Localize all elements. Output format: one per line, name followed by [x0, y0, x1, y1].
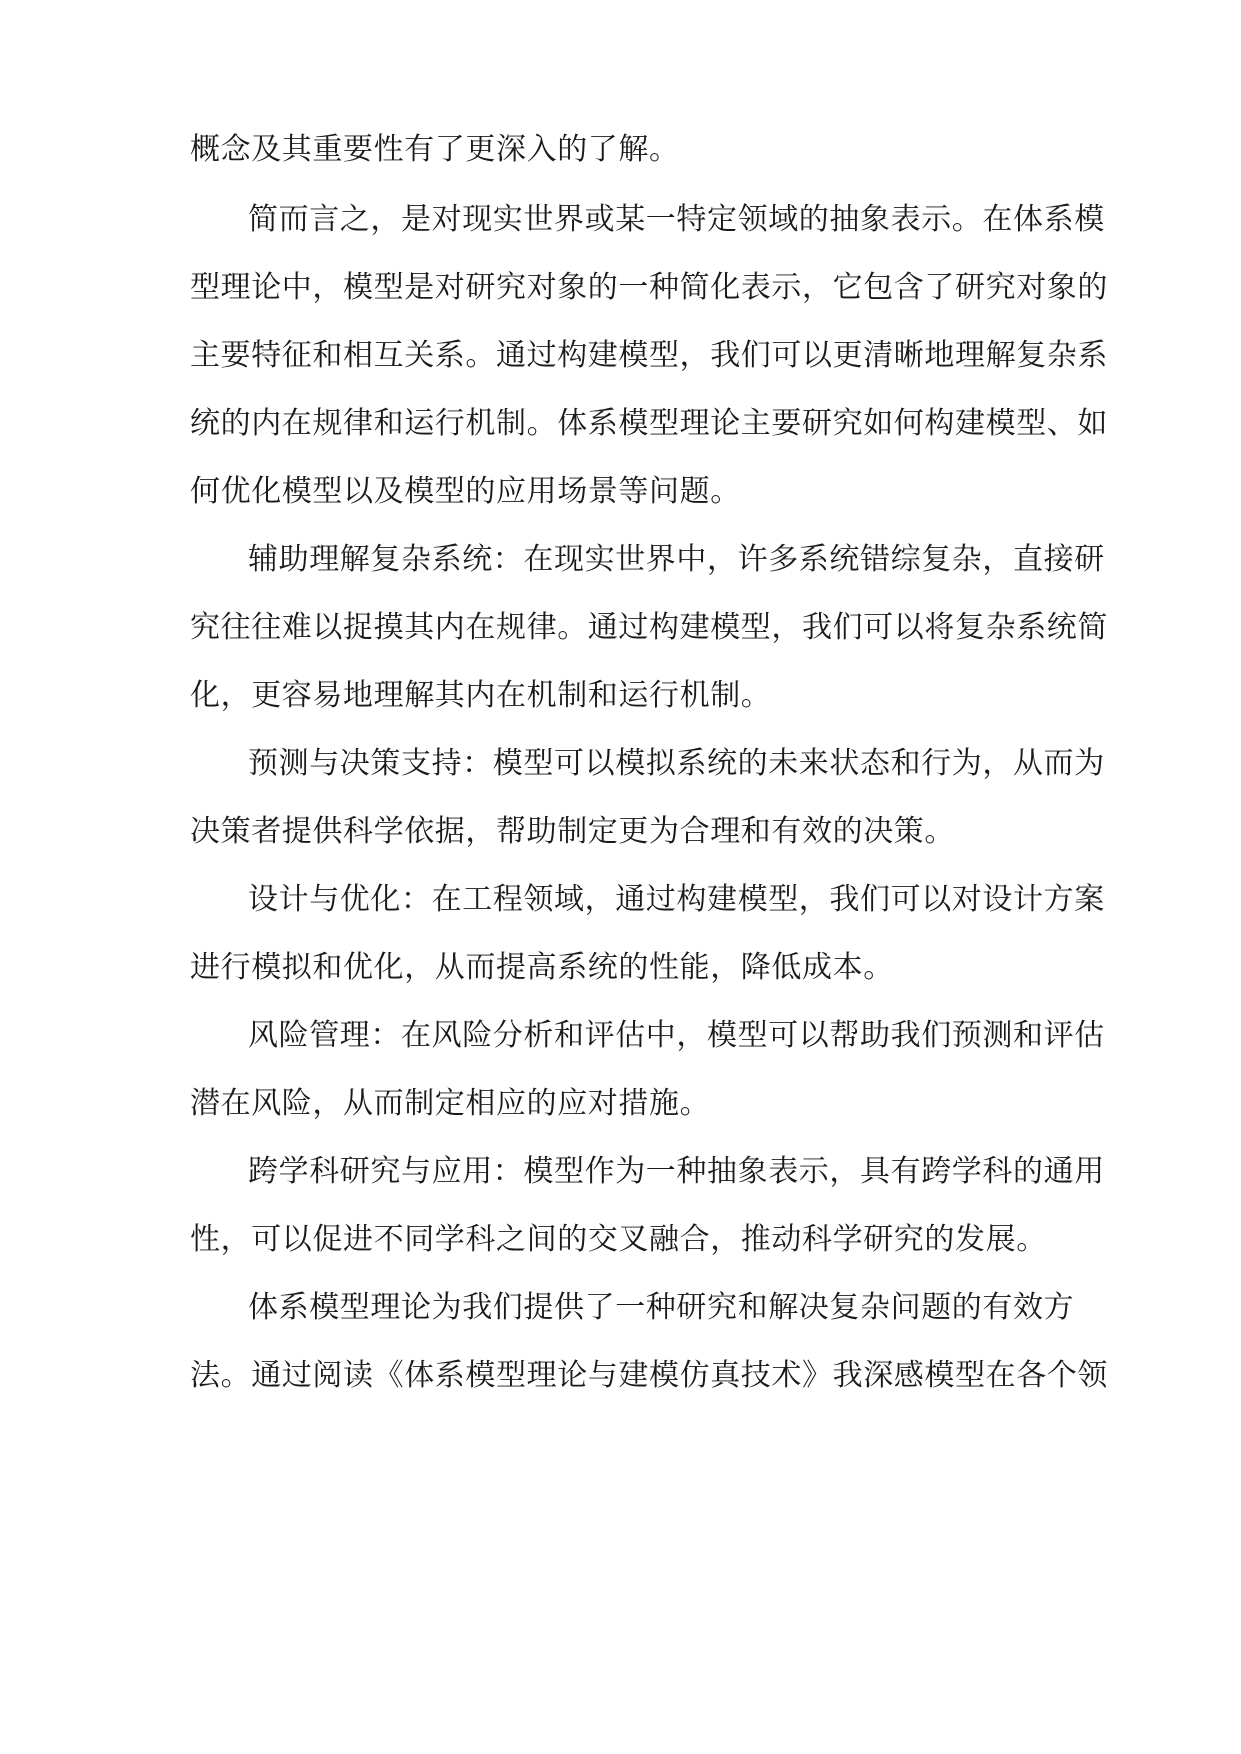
- paragraph-line: 型理论中，模型是对研究对象的一种简化表示，它包含了研究对象的: [190, 270, 1108, 305]
- paragraph-line: 决策者提供科学依据，帮助制定更为合理和有效的决策。: [190, 814, 955, 849]
- paragraph-line: 主要特征和相互关系。通过构建模型，我们可以更清晰地理解复杂系: [190, 338, 1108, 373]
- paragraph-line: 辅助理解复杂系统：在现实世界中，许多系统错综复杂，直接研: [248, 542, 1105, 577]
- paragraph-line: 统的内在规律和运行机制。体系模型理论主要研究如何构建模型、如: [190, 406, 1108, 441]
- paragraph-line: 何优化模型以及模型的应用场景等问题。: [190, 474, 741, 509]
- paragraph-line: 化，更容易地理解其内在机制和运行机制。: [190, 678, 772, 713]
- paragraph-line: 概念及其重要性有了更深入的了解。: [190, 132, 680, 167]
- paragraph-line: 潜在风险，从而制定相应的应对措施。: [190, 1086, 711, 1121]
- paragraph-line: 性，可以促进不同学科之间的交叉融合，推动科学研究的发展。: [190, 1222, 1047, 1257]
- paragraph-line: 设计与优化：在工程领域，通过构建模型，我们可以对设计方案: [248, 882, 1105, 917]
- paragraph-line: 预测与决策支持：模型可以模拟系统的未来状态和行为，从而为: [248, 746, 1105, 781]
- paragraph-line: 简而言之，是对现实世界或某一特定领域的抽象表示。在体系模: [248, 202, 1105, 237]
- paragraph-line: 风险管理：在风险分析和评估中，模型可以帮助我们预测和评估: [248, 1018, 1105, 1053]
- paragraph-line: 究往往难以捉摸其内在规律。通过构建模型，我们可以将复杂系统简: [190, 610, 1108, 645]
- paragraph-line: 进行模拟和优化，从而提高系统的性能，降低成本。: [190, 950, 894, 985]
- paragraph-line: 跨学科研究与应用：模型作为一种抽象表示，具有跨学科的通用: [248, 1154, 1105, 1189]
- paragraph-line: 体系模型理论为我们提供了一种研究和解决复杂问题的有效方: [248, 1290, 1075, 1325]
- paragraph-line: 法。通过阅读《体系模型理论与建模仿真技术》我深感模型在各个领: [190, 1358, 1108, 1393]
